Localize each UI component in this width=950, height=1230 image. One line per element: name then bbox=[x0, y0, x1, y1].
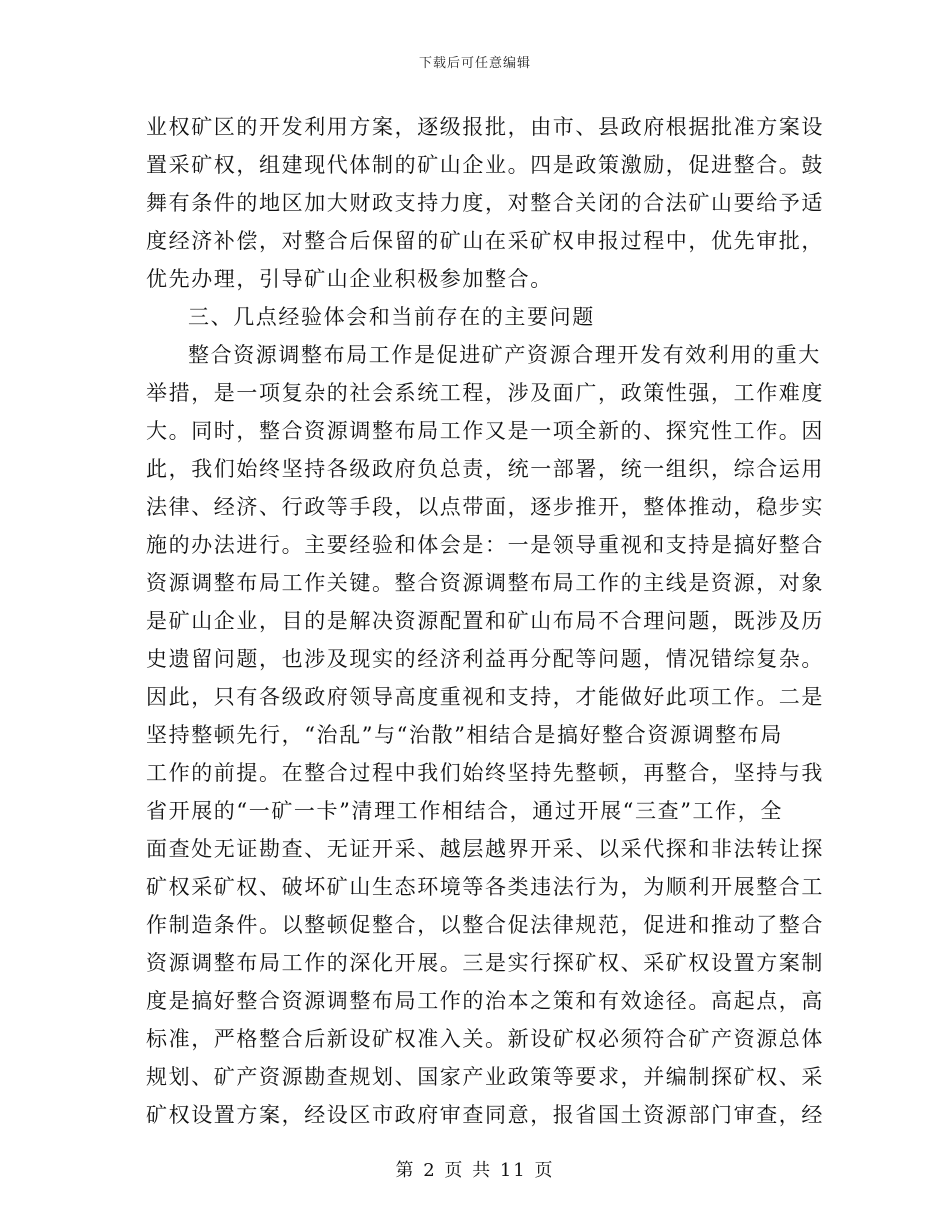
section-heading: 三、几点经验体会和当前存在的主要问题 bbox=[188, 305, 595, 329]
body-line: 优先办理，引导矿山企业积极参加整合。 bbox=[146, 267, 553, 291]
body-line: 是矿山企业，目的是解决资源配置和矿山布局不合理问题，既涉及历 bbox=[146, 609, 824, 633]
body-line: 资源调整布局工作关键。整合资源调整布局工作的主线是资源，对象 bbox=[146, 571, 824, 595]
body-line: 作制造条件。以整顿促整合，以整合促法律规范，促进和推动了整合 bbox=[146, 913, 824, 937]
body-line: 矿权采矿权、破坏矿山生态环境等各类违法行为，为顺利开展整合工 bbox=[146, 875, 824, 899]
body-line: 整合资源调整布局工作是促进矿产资源合理开发有效利用的重大 bbox=[188, 343, 821, 367]
body-line: 置采矿权，组建现代体制的矿山企业。四是政策激励，促进整合。鼓 bbox=[146, 153, 824, 177]
body-line: 矿权设置方案，经设区市政府审查同意，报省国土资源部门审查，经 bbox=[146, 1103, 824, 1127]
body-line: 省开展的“一矿一卡”清理工作相结合，通过开展“三查”工作，全 bbox=[146, 799, 783, 823]
body-line: 施的办法进行。主要经验和体会是：一是领导重视和支持是搞好整合 bbox=[146, 533, 824, 557]
body-line: 因此，只有各级政府领导高度重视和支持，才能做好此项工作。二是 bbox=[146, 685, 824, 709]
body-line: 度经济补偿，对整合后保留的矿山在采矿权申报过程中，优先审批， bbox=[146, 229, 824, 253]
body-line: 工作的前提。在整合过程中我们始终坚持先整顿，再整合，坚持与我 bbox=[146, 761, 824, 785]
body-line: 度是搞好整合资源调整布局工作的治本之策和有效途径。高起点，高 bbox=[146, 989, 824, 1013]
body-line: 此，我们始终坚持各级政府负总责，统一部署，统一组织，综合运用 bbox=[146, 457, 824, 481]
page-header-note: 下载后可任意编辑 bbox=[418, 56, 531, 71]
body-line: 资源调整布局工作的深化开展。三是实行探矿权、采矿权设置方案制 bbox=[146, 951, 824, 975]
body-line: 舞有条件的地区加大财政支持力度，对整合关闭的合法矿山要给予适 bbox=[146, 191, 824, 215]
body-line: 坚持整顿先行，“治乱”与“治散”相结合是搞好整合资源调整布局 bbox=[146, 723, 783, 747]
body-line: 面查处无证勘查、无证开采、越层越界开采、以采代探和非法转让探 bbox=[146, 837, 824, 861]
body-line: 标准，严格整合后新设矿权准入关。新设矿权必须符合矿产资源总体 bbox=[146, 1027, 824, 1051]
body-line: 业权矿区的开发利用方案，逐级报批，由市、县政府根据批准方案设 bbox=[146, 115, 824, 139]
body-line: 法律、经济、行政等手段，以点带面，逐步推开，整体推动，稳步实 bbox=[146, 495, 824, 519]
body-line: 举措，是一项复杂的社会系统工程，涉及面广，政策性强，工作难度 bbox=[146, 381, 824, 405]
document-body bbox=[146, 108, 824, 1134]
body-line: 大。同时，整合资源调整布局工作又是一项全新的、探究性工作。因 bbox=[146, 419, 824, 443]
page-number-footer: 第 2 页 共 11 页 bbox=[395, 1160, 555, 1181]
body-line: 规划、矿产资源勘查规划、国家产业政策等要求，并编制探矿权、采 bbox=[146, 1065, 824, 1089]
body-line: 史遗留问题，也涉及现实的经济利益再分配等问题，情况错综复杂。 bbox=[146, 647, 824, 671]
